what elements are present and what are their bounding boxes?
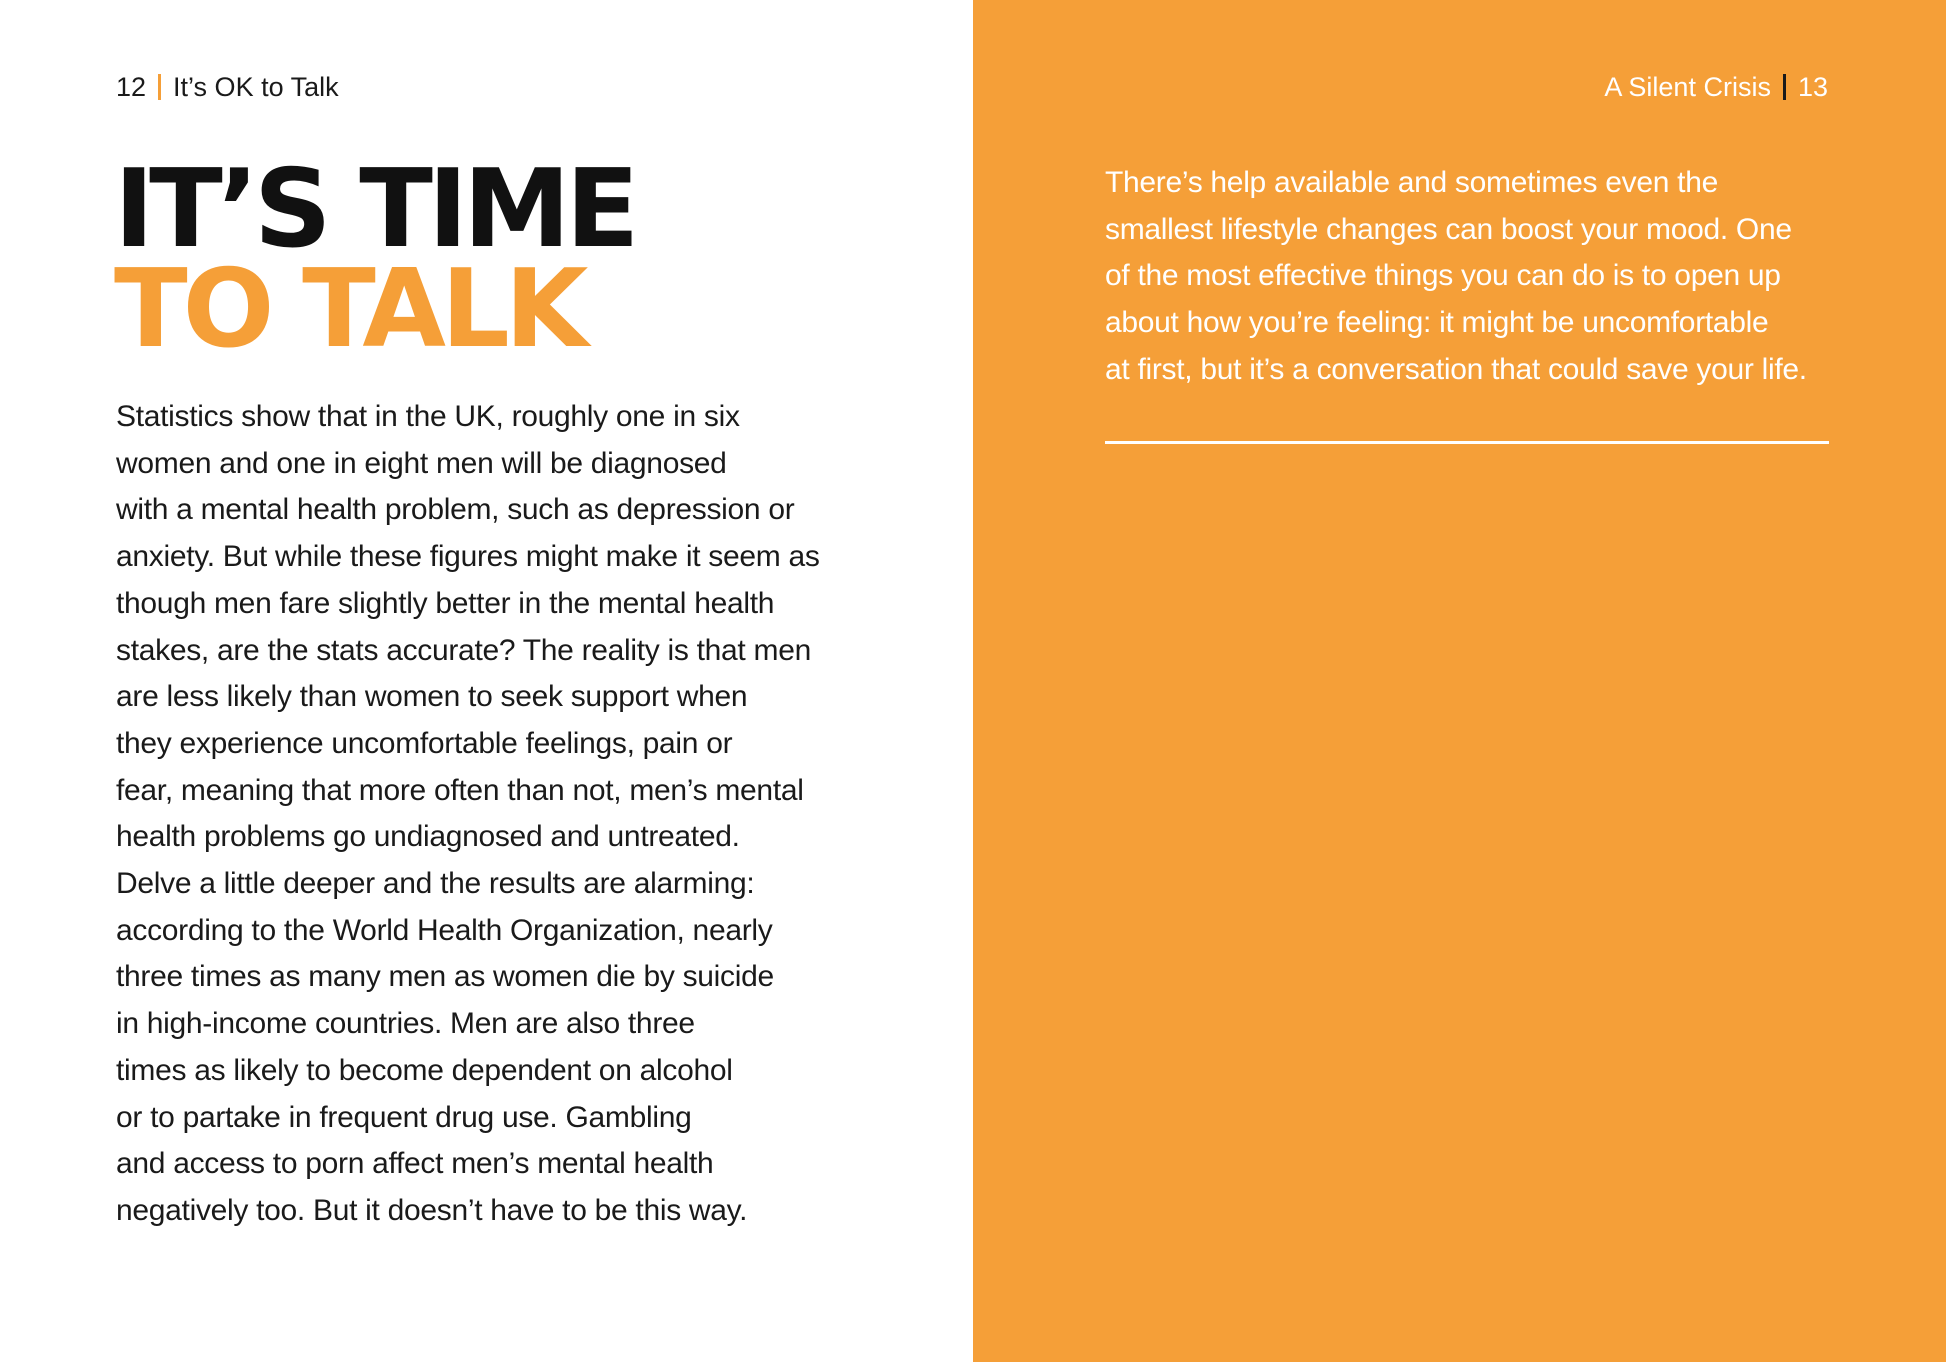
body-line: though men fare slightly better in the mental health bbox=[116, 586, 775, 620]
headline-line-1: IT’S TIME bbox=[114, 147, 635, 272]
callout-line: smallest lifestyle changes can boost your mood. One bbox=[1105, 212, 1792, 246]
right-page-number: 13 bbox=[1797, 72, 1828, 102]
callout-line: There’s help available and sometimes even the bbox=[1105, 166, 1718, 199]
body-line: times as likely to become dependent on alcohol bbox=[116, 1053, 733, 1087]
left-running-head bbox=[116, 72, 339, 103]
body-line: they experience uncomfortable feelings, pain or bbox=[116, 726, 733, 760]
callout-line: at first, but it’s a conversation that could save your life. bbox=[1105, 352, 1807, 386]
page-headline bbox=[114, 147, 635, 372]
body-line: Statistics show that in the UK, roughly one in six bbox=[116, 400, 740, 433]
body-line: or to partake in frequent drug use. Gambling bbox=[116, 1100, 692, 1134]
body-paragraph bbox=[116, 394, 856, 1235]
body-line: stakes, are the stats accurate? The reality is that men bbox=[116, 633, 811, 667]
running-head-divider bbox=[1783, 74, 1786, 100]
callout-line: about how you’re feeling: it might be uncomfortable bbox=[1105, 306, 1769, 340]
body-line: health problems go undiagnosed and untreated. bbox=[116, 820, 740, 854]
body-line: in high-income countries. Men are also three bbox=[116, 1007, 695, 1041]
left-running-title: It’s OK to Talk bbox=[173, 72, 339, 102]
left-page-number: 12 bbox=[116, 72, 147, 102]
body-line: fear, meaning that more often than not, men’s mental bbox=[116, 773, 804, 807]
section-divider bbox=[1105, 441, 1829, 444]
body-line: women and one in eight men will be diagnosed bbox=[116, 446, 727, 480]
body-line: Delve a little deeper and the results are alarming: bbox=[116, 867, 755, 901]
body-line: negatively too. But it doesn’t have to be this way. bbox=[116, 1193, 748, 1227]
headline-line-2: TO TALK bbox=[114, 247, 584, 372]
body-line: with a mental health problem, such as depression or bbox=[116, 493, 795, 527]
right-page bbox=[973, 0, 1946, 1362]
body-line: according to the World Health Organization, nearly bbox=[116, 913, 773, 947]
right-running-title: A Silent Crisis bbox=[1604, 72, 1771, 102]
body-line: and access to porn affect men’s mental health bbox=[116, 1147, 714, 1181]
right-running-head bbox=[1604, 72, 1828, 103]
body-line: anxiety. But while these figures might make it seem as bbox=[116, 540, 820, 574]
running-head-divider bbox=[158, 74, 161, 100]
callout-line: of the most effective things you can do is to open up bbox=[1105, 259, 1781, 293]
callout-paragraph bbox=[1105, 160, 1835, 394]
body-line: three times as many men as women die by suicide bbox=[116, 960, 774, 994]
body-line: are less likely than women to seek support when bbox=[116, 680, 748, 714]
